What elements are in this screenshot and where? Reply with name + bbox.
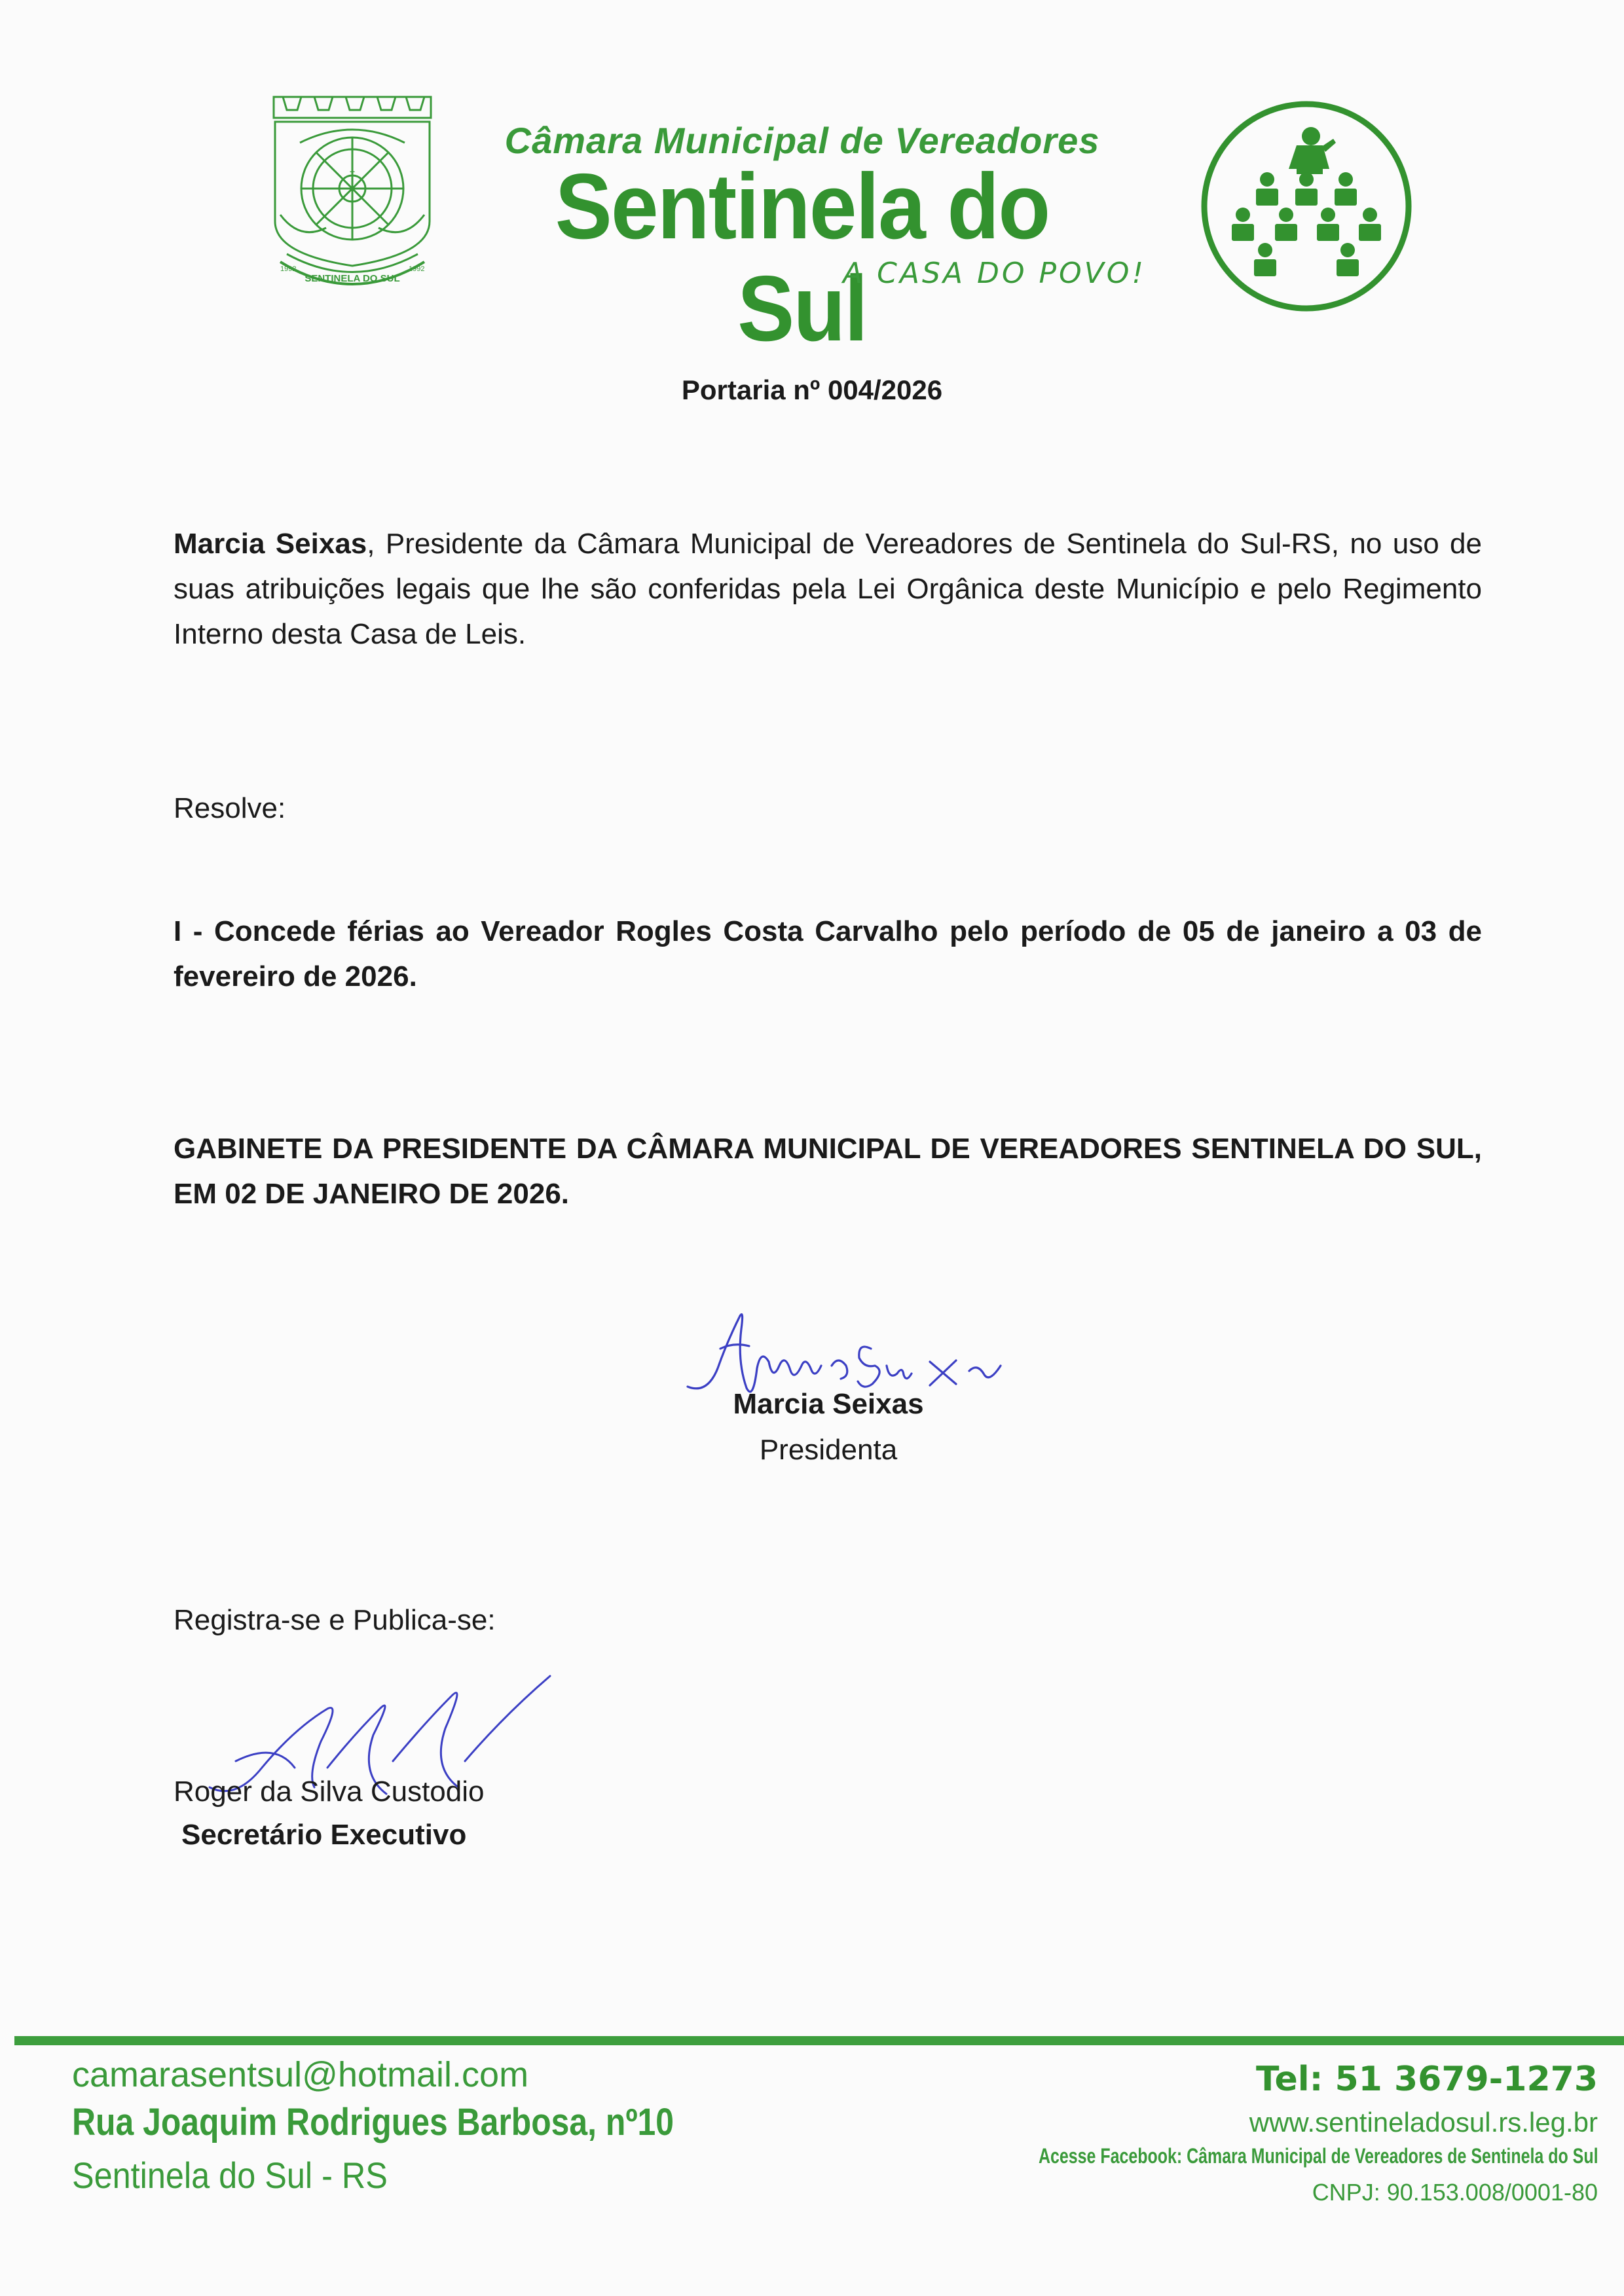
chamber-title: Sentinela do Sul xyxy=(555,155,1050,361)
signer-secretary-role: Secretário Executivo xyxy=(181,1819,467,1851)
resolve-label: Resolve: xyxy=(174,792,286,824)
svg-text:1992: 1992 xyxy=(280,265,297,273)
municipal-crest-logo xyxy=(261,90,444,299)
footer-telephone: Tel: 51 3679-1273 xyxy=(1255,2060,1598,2099)
intro-paragraph xyxy=(174,521,1482,657)
gabinete-statement: GABINETE DA PRESIDENTE DA CÂMARA MUNICIPAL DE VEREADORES SENTINELA DO SUL, EM 02 DE JANEIRO DE 2026. xyxy=(174,1133,1482,1210)
footer-cnpj: CNPJ: 90.153.008/0001-80 xyxy=(1312,2179,1598,2206)
signer-secretary-name: Roger da Silva Custodio xyxy=(174,1776,485,1808)
intro-text: , Presidente da Câmara Municipal de Vereadores de Sentinela do Sul-RS, no uso de suas atribuições legais que lhe são conferidas pela Lei Orgânica deste Município e pelo Regimento Interno desta Casa de Leis. xyxy=(174,528,1483,650)
intro-president-name: Marcia Seixas xyxy=(174,528,367,560)
footer-email: camarasentsul@hotmail.com xyxy=(72,2055,529,2094)
svg-text:1992: 1992 xyxy=(409,265,425,273)
article-one: I - Concede férias ao Vereador Rogles Costa Carvalho pelo período de 05 de janeiro a 03 de fevereiro de 2026. xyxy=(174,915,1482,993)
footer-divider xyxy=(14,2036,1624,2045)
footer-address: Rua Joaquim Rodrigues Barbosa, nº10 xyxy=(72,2101,674,2143)
svg-text:†: † xyxy=(350,167,355,179)
svg-text:SENTINELA DO SUL: SENTINELA DO SUL xyxy=(304,273,400,284)
footer-website: www.sentineladosul.rs.leg.br xyxy=(1249,2107,1598,2138)
footer-facebook: Acesse Facebook: Câmara Municipal de Vereadores de Sentinela do Sul xyxy=(1038,2144,1598,2168)
signer-president-role: Presidenta xyxy=(759,1434,898,1466)
signer-president-name: Marcia Seixas xyxy=(733,1388,924,1420)
chamber-subtitle: Câmara Municipal de Vereadores xyxy=(504,120,1100,161)
portaria-number: Portaria nº 004/2026 xyxy=(681,374,943,405)
footer-city: Sentinela do Sul - RS xyxy=(72,2155,388,2196)
registra-publica-label: Registra-se e Publica-se: xyxy=(174,1604,496,1636)
chamber-seal-logo xyxy=(1198,98,1414,314)
chamber-motto: A CASA DO POVO! xyxy=(843,257,1146,290)
